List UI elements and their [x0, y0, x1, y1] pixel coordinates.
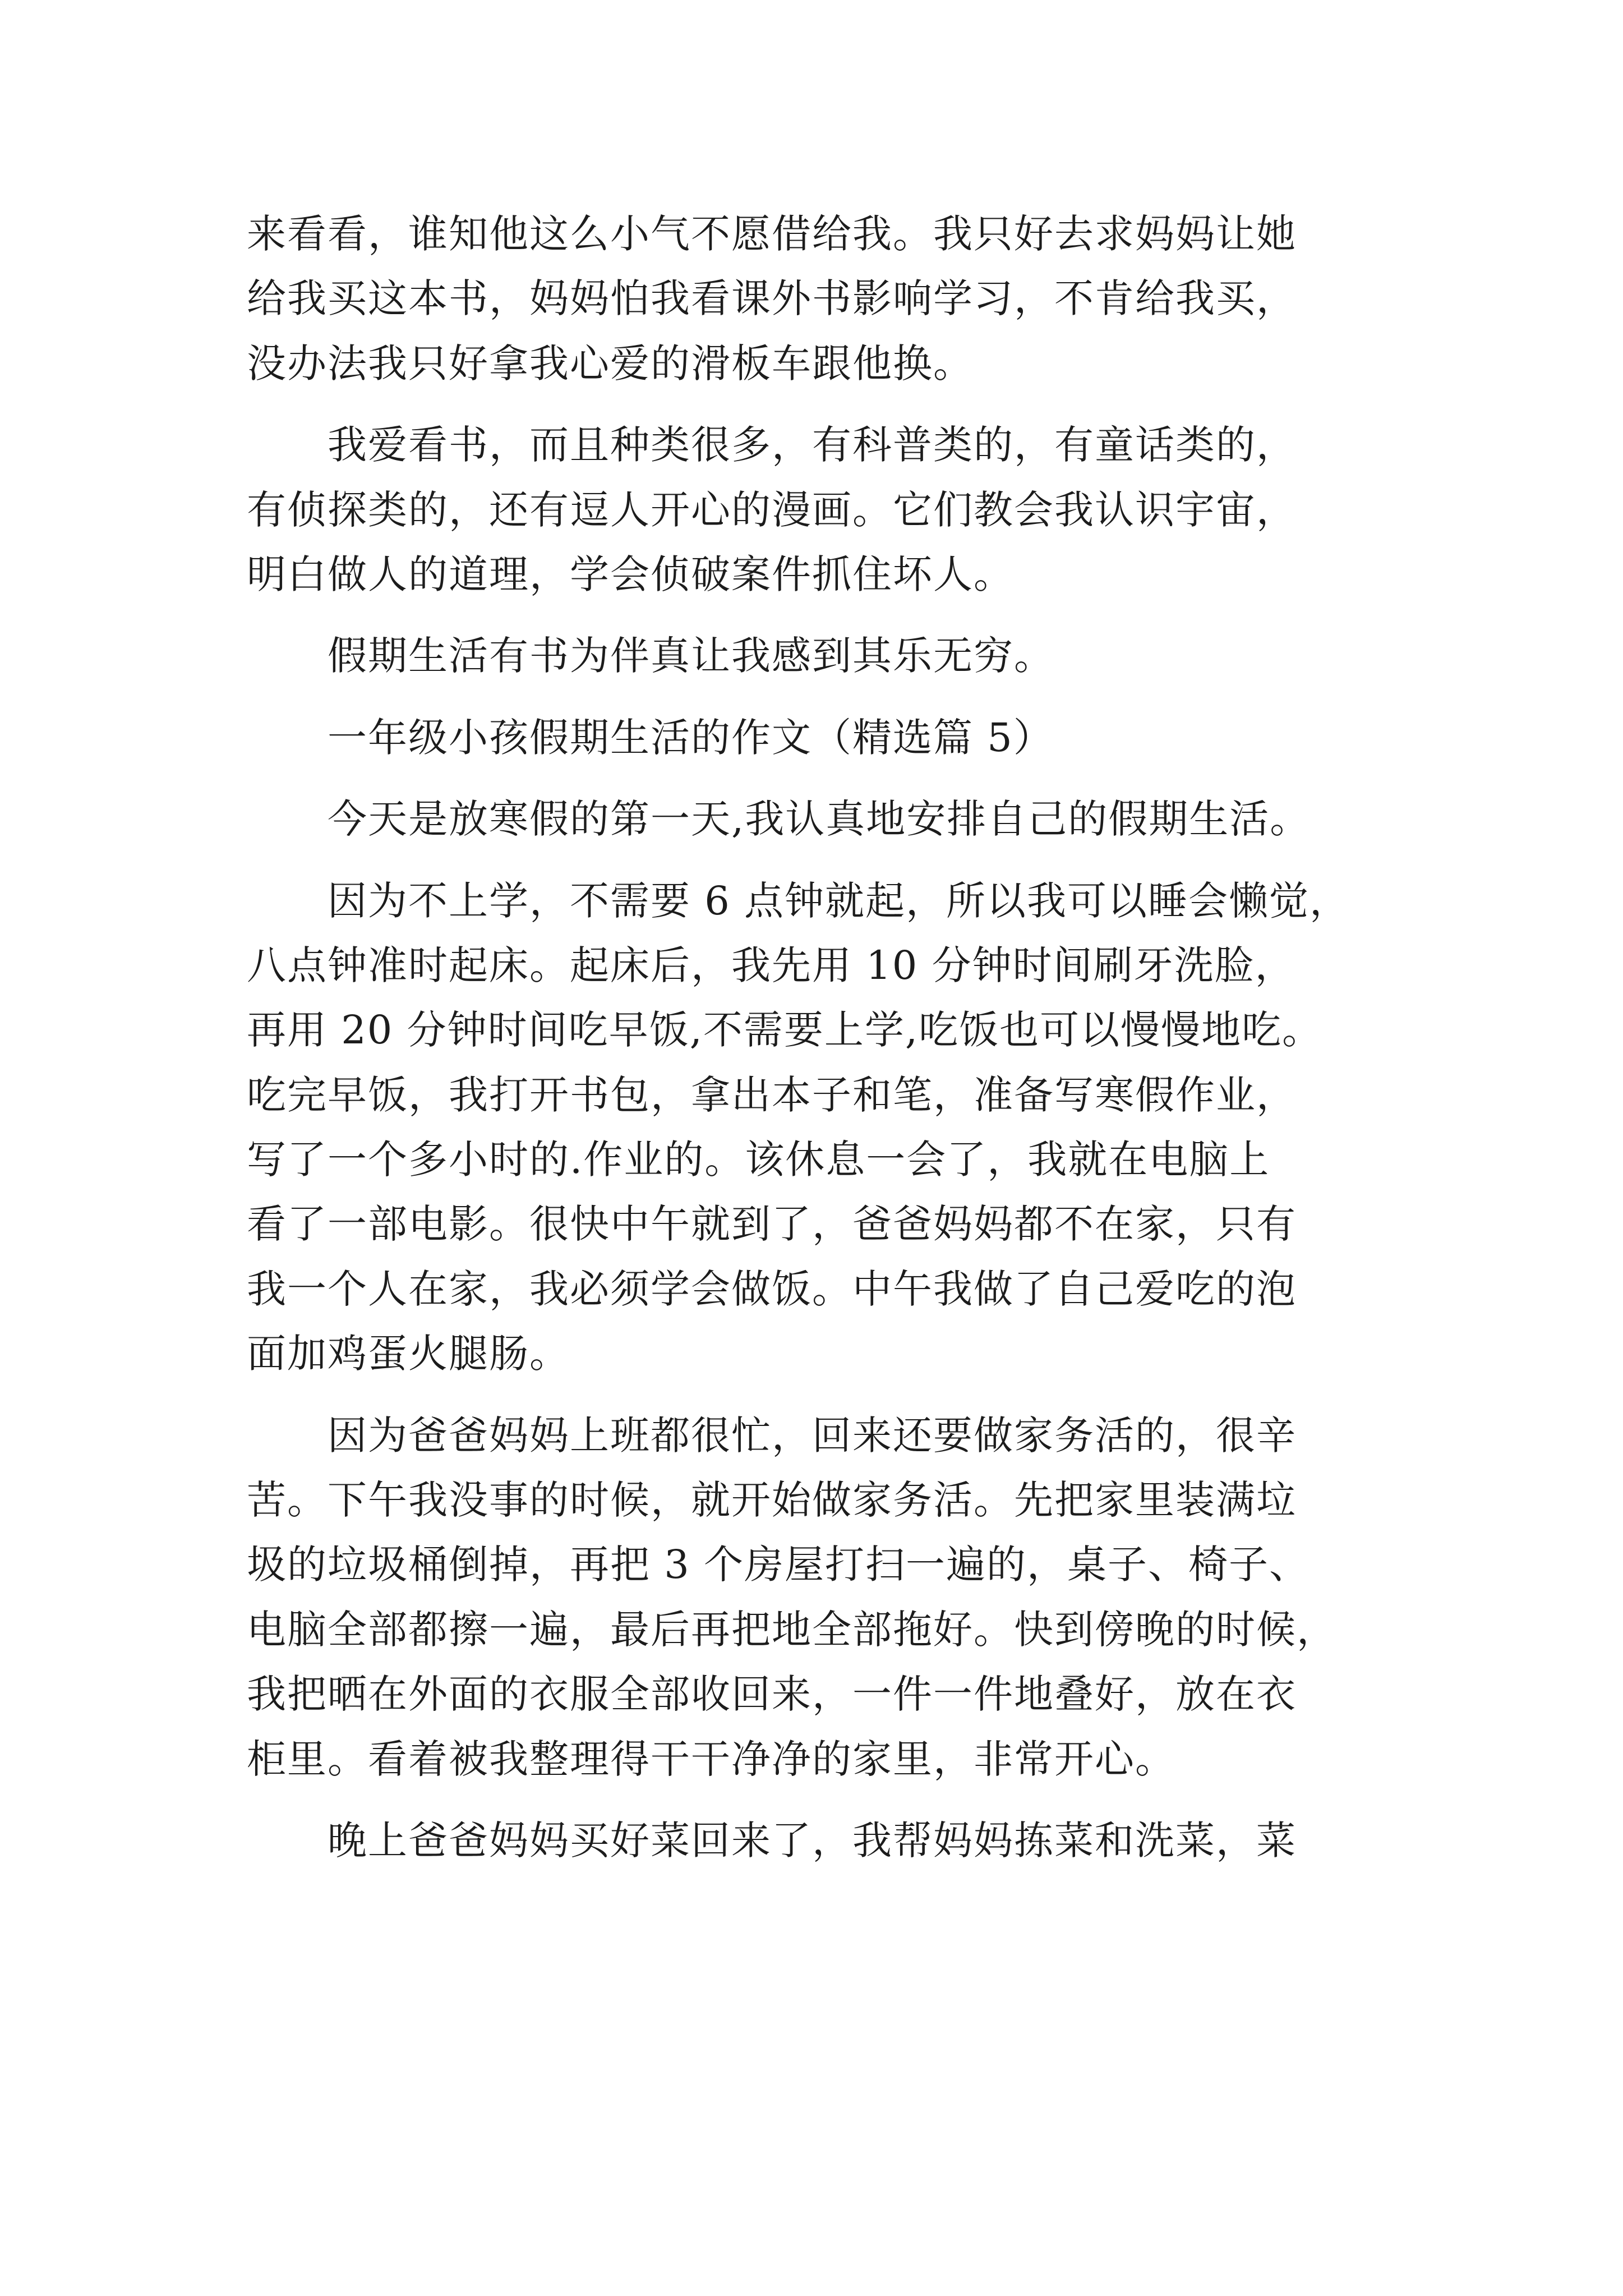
text-line: 我把晒在外面的衣服全部收回来，一件一件地叠好，放在衣 — [247, 1671, 1297, 1718]
text-line: 有侦探类的，还有逗人开心的漫画。它们教会我认识宇宙， — [247, 486, 1297, 533]
text-line: 晚上爸爸妈妈买好菜回来了，我帮妈妈拣菜和洗菜，菜 — [247, 1817, 1297, 1864]
text-line: 八点钟准时起床。起床后，我先用 10 分钟时间刷牙洗脸， — [247, 942, 1295, 988]
text-line: 苦。下午我没事的时候，就开始做家务活。先把家里装满垃 — [247, 1477, 1297, 1524]
text-line: 我一个人在家，我必须学会做饭。中午我做了自己爱吃的泡 — [247, 1266, 1297, 1312]
text-line: 今天是放寒假的第一天,我认真地安排自己的假期生活。 — [247, 796, 1311, 843]
text-line: 假期生活有书为伴真让我感到其乐无穷。 — [247, 633, 1054, 679]
text-line: 圾的垃圾桶倒掉，再把 3 个房屋打扫一遍的，桌子、椅子、 — [247, 1542, 1310, 1588]
text-line: 看了一部电影。很快中午就到了，爸爸妈妈都不在家，只有 — [247, 1201, 1297, 1248]
text-line: 写了一个多小时的.作业的。该休息一会了，我就在电脑上 — [247, 1137, 1270, 1183]
text-line: 来看看，谁知他这么小气不愿借给我。我只好去求妈妈让她 — [247, 211, 1297, 257]
essay-text — [247, 202, 1391, 1873]
text-line: 明白做人的道理，学会侦破案件抓住坏人。 — [247, 551, 1014, 597]
text-line: 吃完早饭，我打开书包，拿出本子和笔，准备写寒假作业， — [247, 1071, 1297, 1118]
text-line: 因为爸爸妈妈上班都很忙，回来还要做家务活的，很辛 — [247, 1412, 1297, 1458]
text-line: 再用 20 分钟时间吃早饭,不需要上学,吃饭也可以慢慢地吃。 — [247, 1007, 1323, 1053]
text-line: 我爱看书，而且种类很多，有科普类的，有童话类的， — [247, 422, 1297, 468]
text-line: 电脑全部都擦一遍，最后再把地全部拖好。快到傍晚的时候， — [247, 1606, 1337, 1653]
text-line: 给我买这本书，妈妈怕我看课外书影响学习，不肯给我买， — [247, 275, 1297, 322]
text-line: 柜里。看着被我整理得干干净净的家里，非常开心。 — [247, 1736, 1175, 1782]
text-line: 面加鸡蛋火腿肠。 — [247, 1331, 570, 1377]
text-line: 没办法我只好拿我心爱的滑板车跟他换。 — [247, 340, 974, 386]
section-heading: 一年级小孩假期生活的作文（精选篇 5） — [247, 714, 1054, 761]
text-line: 因为不上学，不需要 6 点钟就起，所以我可以睡会懒觉， — [247, 877, 1350, 924]
